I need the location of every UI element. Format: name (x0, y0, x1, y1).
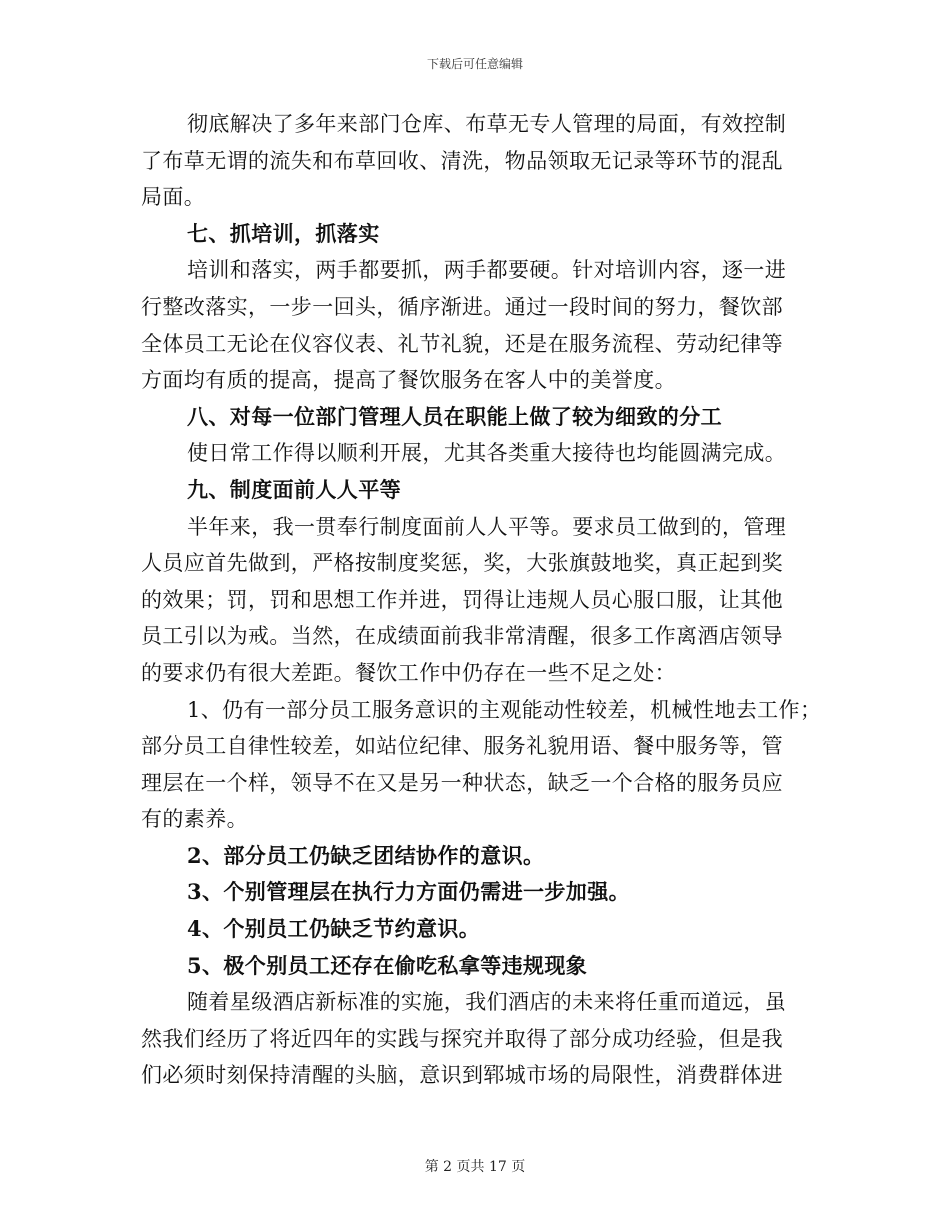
page-header: 下载后可任意编辑 (426, 57, 523, 71)
list-item-2: 2、部分员工仍缺乏团结协作的意识。 (187, 842, 545, 868)
body-line-7: 全体员工无论在仪容仪表、礼节礼貌，还是在服务流程、劳动纪律等 (141, 331, 783, 356)
list-item-1: 1、仍有一部分员工服务意识的主观能动性较差，机械性地去工作； (187, 697, 822, 722)
body-line-13: 人员应首先做到，严格按制度奖惩，奖，大张旗鼓地奖，真正起到奖 (141, 551, 783, 576)
list-item-4: 4、个别员工仍缺乏节约意识。 (187, 916, 481, 942)
body-line-12: 半年来，我一贯奉行制度面前人人平等。要求员工做到的，管理 (187, 514, 787, 539)
body-line-1: 彻底解决了多年来部门仓库、布草无专人管理的局面，有效控制 (187, 112, 787, 136)
body-line-8: 方面均有质的提高，提高了餐饮服务在客人中的美誉度。 (141, 368, 676, 393)
body-line-25: 随着星级酒店新标准的实施，我们酒店的未来将任重而道远，虽 (187, 990, 787, 1015)
list-item-5: 5、极个别员工还存在偷吃私拿等违规现象 (187, 952, 588, 978)
body-line-6: 行整改落实，一步一回头，循序渐进。通过一段时间的努力，餐饮部 (141, 294, 783, 319)
list-item-3: 3、个别管理层在执行力方面仍需进一步加强。 (187, 879, 631, 905)
section-heading-8: 八、对每一位部门管理人员在职能上做了较为细致的分工 (187, 403, 722, 429)
section-heading-9: 九、制度面前人人平等 (187, 476, 401, 502)
document-body (141, 106, 821, 1094)
body-line-27: 们必须时刻保持清醒的头脑，意识到郓城市场的局限性，消费群体进 (141, 1063, 783, 1088)
body-line-26: 然我们经历了将近四年的实践与探究并取得了部分成功经验，但是我 (141, 1026, 783, 1051)
body-line-18: 部分员工自律性较差，如站位纪律、服务礼貌用语、餐中服务等，管 (141, 734, 783, 759)
body-line-5: 培训和落实，两手都要抓，两手都要硬。针对培训内容，逐一进 (187, 258, 787, 283)
body-line-16: 的要求仍有很大差距。餐饮工作中仍存在一些不足之处： (141, 660, 676, 685)
section-heading-7: 七、抓培训，抓落实 (187, 220, 380, 246)
body-line-14: 的效果；罚，罚和思想工作并进，罚得让违规人员心服口服，让其他 (141, 587, 783, 612)
body-line-2: 了布草无谓的流失和布草回收、清洗，物品领取无记录等环节的混乱 (141, 148, 783, 173)
body-line-19: 理层在一个样，领导不在又是另一种状态，缺乏一个合格的服务员应 (141, 770, 783, 795)
body-line-20: 有的素养。 (141, 807, 248, 832)
body-line-3: 局面。 (141, 185, 206, 210)
body-line-10: 使日常工作得以顺利开展，尤其各类重大接待也均能圆满完成。 (187, 441, 787, 466)
page-footer: 第 2 页共 17 页 (424, 1159, 526, 1175)
body-line-15: 员工引以为戒。当然，在成绩面前我非常清醒，很多工作离酒店领导 (141, 624, 783, 649)
